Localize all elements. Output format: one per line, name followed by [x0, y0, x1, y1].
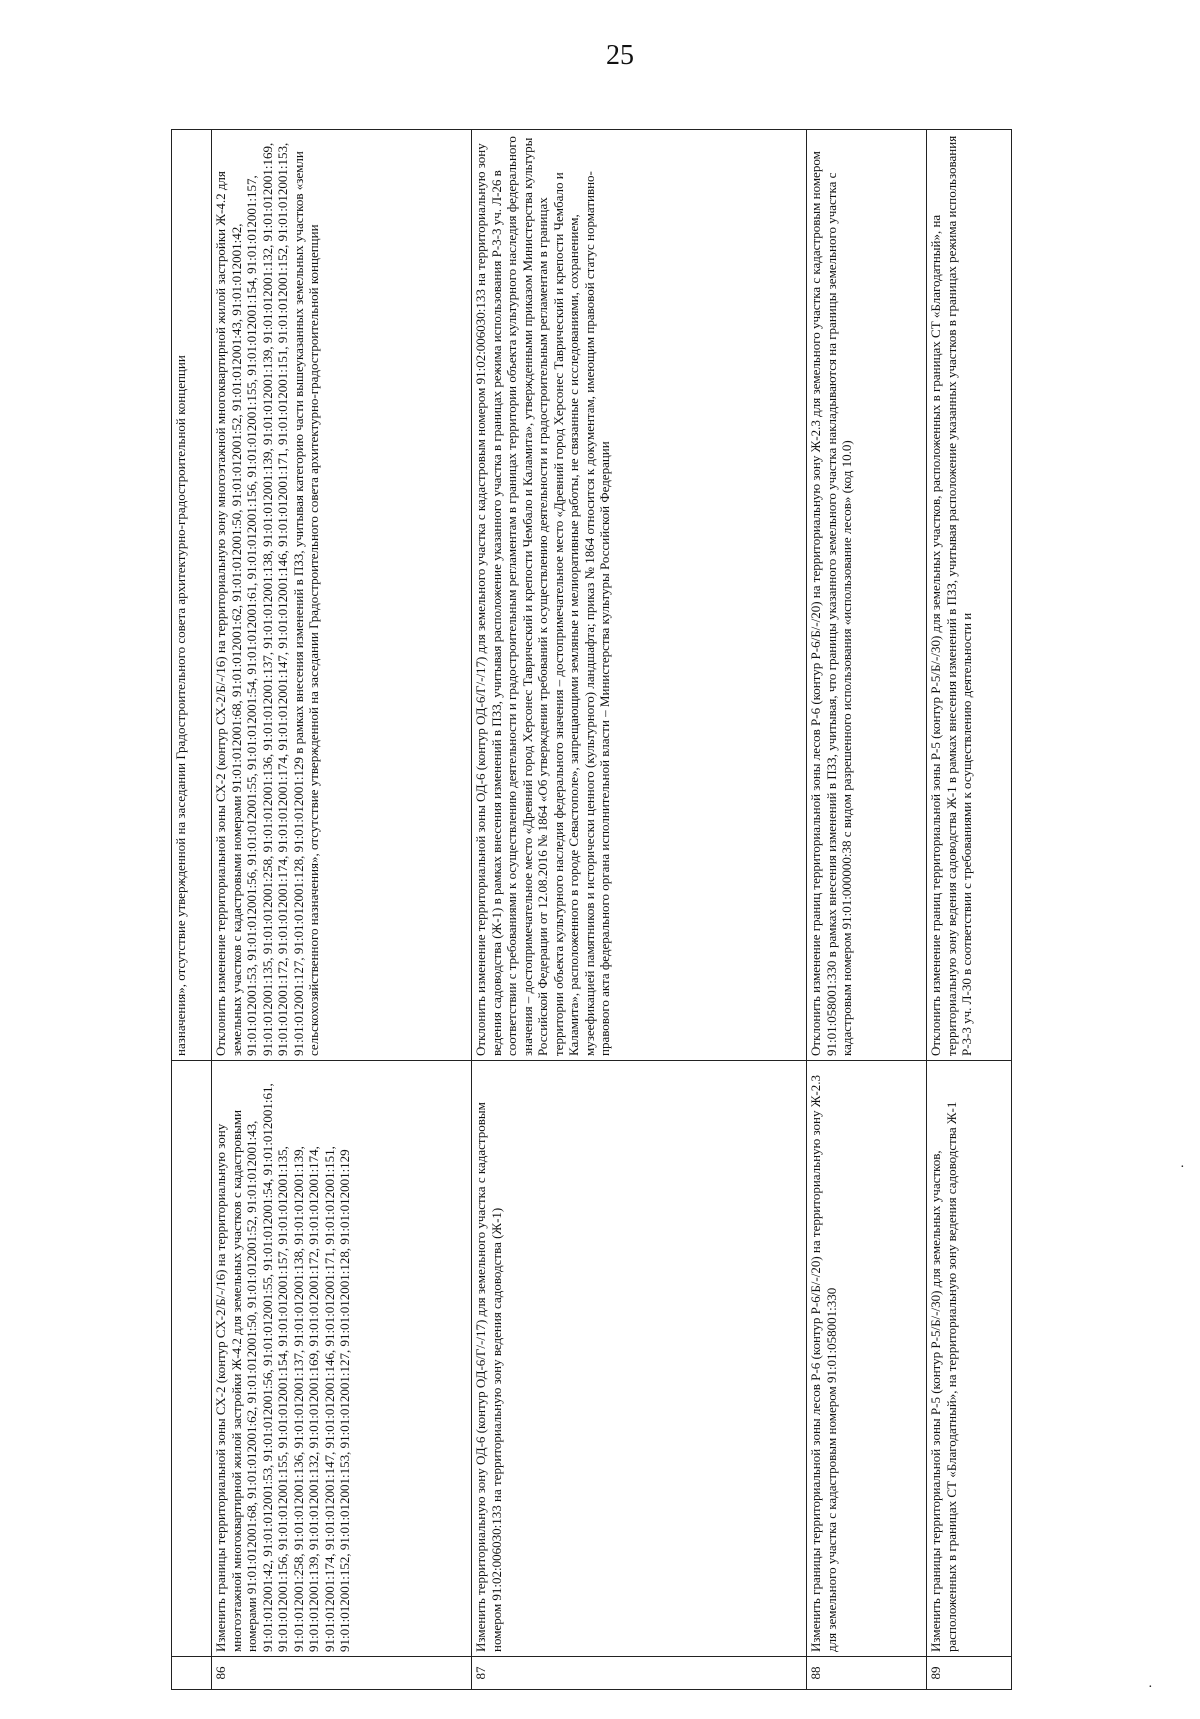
decision-cell: Отклонить изменение границ территориальной зоны лесов Р-6 (контур Р-6/Б/-/20) на территориальную зону Ж-2.3 для земельного участка с кадастровым номером 91:01:058001:330 в рамках внесения изменений в ПЗЗ, учитывая, что границы указанного земельного участка накладываются на границы земельного участка с кадастровым номером 91:01:000000:38 с видом разрешенного использования «использование лесов» (код 10.0): [807, 130, 927, 1061]
row-number: 86: [212, 1657, 472, 1690]
decision-cell: Отклонить изменение границ территориальной зоны Р-5 (контур Р-5/Б/-/30) для земельных участков, расположенных в границах СТ «Благодатный», на территориальную зону ведения садоводства Ж-1 в рамках внесения изменений в ПЗЗ, учитывая расположение указанных участков в границах режима использования Р-3-3 уч. Л-30 в соответствии с требованиями к осуществлению деятельности и: [927, 130, 1012, 1061]
table-row-86: [212, 130, 472, 1690]
scan-speck: ·: [1148, 1680, 1153, 1695]
decision-cell: Отклонить изменение территориальной зоны СХ-2 (контур СХ-2/Б/-/16) на территориальную зону многоэтажной многоквартирной жилой застройки Ж-4.2 для земельных участков с кадастровыми номерами 91:01:012001:68, 91:01:012001:62, 91:01:012001:50, 91:01:012001:52, 91:01:012001:43, 91:01:012001:42, 91:01:012001:53, 91:01:012001:56, 91:01:012001:55, 91:01:012001:54, 91:01:012001:61, 91:01:012001:156, 91:01:012001:155, 91:01:012001:154, 91:01:012001:157, 91:01:012001:135, 91:01:012001:258, 91:01:012001:136, 91:01:012001:137, 91:01:012001:138, 91:01:012001:139, 91:01:012001:139, 91:01:012001:132, 91:01:012001:169, 91:01:012001:172, 91:01:012001:174, 91:01:012001:174, 91:01:012001:147, 91:01:012001:146, 91:01:012001:171, 91:01:012001:151, 91:01:012001:152, 91:01:012001:153, 91:01:012001:127, 91:01:012001:128, 91:01:012001:129 в рамках внесения изменений в ПЗЗ, учитывая категорию части вышеуказанных земельных участков «земли сельскохозяйственного назначения», отсутствие утвержденной на заседании Градостроительного совета архитектурно-градостроительной концепции: [212, 130, 472, 1061]
table-row-88: [807, 130, 927, 1690]
proposal-cell: Изменить границы территориальной зоны Р-5 (контур Р-5/Б/-/30) для земельных участков, расположенных в границах СТ «Благодатный», на территориальную зону ведения садоводства Ж-1: [927, 1061, 1012, 1657]
table-row-87: [472, 130, 807, 1690]
table-row-continuation: [172, 130, 212, 1690]
proposals-table: [171, 129, 1012, 1690]
proposal-cell: [172, 1061, 212, 1657]
proposal-cell: Изменить территориальную зону ОД-6 (контур ОД-6/Г/-/17) для земельного участка с кадастровым номером 91:02:006030:133 на территориальную зону ведения садоводства (Ж-1): [472, 1061, 807, 1657]
proposal-cell: Изменить границы территориальной зоны лесов Р-6 (контур Р-6/Б/-/20) на территориальную зону Ж-2.3 для земельного участка с кадастровым номером 91:01:058001:330: [807, 1061, 927, 1657]
row-number: [172, 1657, 212, 1690]
scan-speck: ·: [1180, 1160, 1185, 1175]
proposal-cell: Изменить границы территориальной зоны СХ-2 (контур СХ-2/Б/-/16) на территориальную зону многоэтажной многоквартирной жилой застройки Ж-4.2 для земельных участков с кадастровыми номерами 91:01:012001:68, 91:01:012001:62, 91:01:012001:50, 91:01:012001:52, 91:01:012001:43, 91:01:012001:42, 91:01:012001:53, 91:01:012001:56, 91:01:012001:55, 91:01:012001:54, 91:01:012001:61, 91:01:012001:156, 91:01:012001:155, 91:01:012001:154, 91:01:012001:157, 91:01:012001:135, 91:01:012001:258, 91:01:012001:136, 91:01:012001:137, 91:01:012001:138, 91:01:012001:139, 91:01:012001:139, 91:01:012001:132, 91:01:012001:169, 91:01:012001:172, 91:01:012001:174, 91:01:012001:174, 91:01:012001:147, 91:01:012001:146, 91:01:012001:171, 91:01:012001:151, 91:01:012001:152, 91:01:012001:153, 91:01:012001:127, 91:01:012001:128, 91:01:012001:129: [212, 1061, 472, 1657]
row-number: 87: [472, 1657, 807, 1690]
page-number: 25: [606, 40, 634, 71]
rotated-table-container: [171, 130, 974, 1690]
decision-cell: назначения», отсутствие утвержденной на заседании Градостроительного совета архитектурно-градостроительной концепции: [172, 130, 212, 1061]
row-number: 88: [807, 1657, 927, 1690]
decision-cell: Отклонить изменение территориальной зоны ОД-6 (контур ОД-6/Г/-/17) для земельного участка с кадастровым номером 91:02:006030:133 на территориальную зону ведения садоводства (Ж-1) в рамках внесения изменений в ПЗЗ, учитывая расположение указанного участка в границах режима использования Р-3-3 уч. Л-26 в соответствии с требованиями к осуществлению деятельности и градостроительным регламентам в границах территории объекта культурного наследия федерального значения – достопримечательное место «Древний город Херсонес Таврический и крепости Чембало и Каламита», утвержденными приказом Министерства культуры Российской Федерации от 12.08.2016 № 1864 «Об утверждении требований к осуществлению деятельности и градостроительным регламентам в границах территории объекта культурного наследия федерального значения – достопримечательное место «Древний город Херсонес Таврический и крепости Чембало и Каламита», расположенного в городе Севастополе», запрещающими земляные и мелиоративные работы, не связанные с исследованиями, сохранением, музеефикацией памятников и исторически ценного (культурного) ландшафта; приказ № 1864 относится к документам, имеющим правовой статус нормативно-правового акта федерального органа исполнительной власти – Министерства культуры Российской Федерации: [472, 130, 807, 1061]
table-row-89: [927, 130, 1012, 1690]
row-number: 89: [927, 1657, 1012, 1690]
